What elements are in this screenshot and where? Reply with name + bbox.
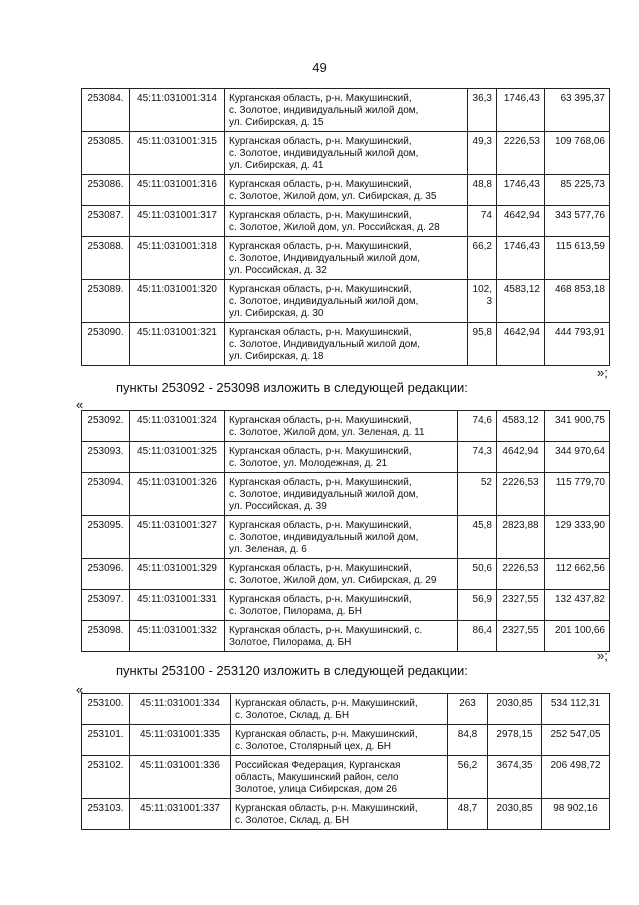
table-row <box>82 725 610 756</box>
area-cell: 45,8 <box>458 516 497 559</box>
address-line: Курганская область, р-н. Макушинский, <box>235 729 418 740</box>
table-row <box>82 694 610 725</box>
address-line: Курганская область, р-н. Макушинский, <box>229 594 412 605</box>
value-cell: 98 902,16 <box>542 799 610 830</box>
table-row <box>82 280 610 323</box>
area-cell: 102, 3 <box>468 280 497 323</box>
area-cell: 74 <box>468 206 497 237</box>
cadastral-number-cell: 45:11:031001:315 <box>130 132 225 175</box>
rate-cell: 1746,43 <box>497 175 545 206</box>
address-line: Курганская область, р-н. Макушинский, <box>235 698 418 709</box>
row-number-cell: 253084. <box>82 89 130 132</box>
area-cell: 86,4 <box>458 621 497 652</box>
address-line: ул. Российская, д. 32 <box>229 265 327 276</box>
table-row <box>82 175 610 206</box>
address-cell <box>225 237 468 280</box>
cadastral-number-cell: 45:11:031001:314 <box>130 89 225 132</box>
cadastral-number-cell: 45:11:031001:334 <box>130 694 231 725</box>
address-line: Курганская область, р-н. Макушинский, <box>229 520 412 531</box>
rate-cell: 1746,43 <box>497 89 545 132</box>
opening-quote-1: « <box>76 397 84 412</box>
row-number-cell: 253095. <box>82 516 130 559</box>
cadastral-number-cell: 45:11:031001:321 <box>130 323 225 366</box>
address-line: Курганская область, р-н. Макушинский, <box>235 803 418 814</box>
area-cell: 52 <box>458 473 497 516</box>
cadastral-number-cell: 45:11:031001:324 <box>130 411 225 442</box>
address-line: Российская Федерация, Курганская <box>235 760 401 771</box>
address-cell <box>225 206 468 237</box>
cadastral-number-cell: 45:11:031001:329 <box>130 559 225 590</box>
address-line: Курганская область, р-н. Макушинский, <box>229 563 412 574</box>
area-cell: 56,9 <box>458 590 497 621</box>
cadastral-number-cell: 45:11:031001:320 <box>130 280 225 323</box>
address-line: ул. Зеленая, д. 6 <box>229 544 307 555</box>
address-cell <box>231 799 448 830</box>
cadastral-number-cell: 45:11:031001:332 <box>130 621 225 652</box>
address-line: Курганская область, р-н. Макушинский, <box>229 446 412 457</box>
cadastral-number-cell: 45:11:031001:326 <box>130 473 225 516</box>
table-row <box>82 621 610 652</box>
address-cell <box>225 323 468 366</box>
row-number-cell: 253085. <box>82 132 130 175</box>
address-cell <box>225 590 458 621</box>
address-cell <box>225 89 468 132</box>
instruction-paragraph-2: пункты 253100 - 253120 изложить в следующей редакции: <box>116 663 468 678</box>
area-cell: 84,8 <box>448 725 488 756</box>
address-line: с. Золотое, Склад, д. БН <box>235 815 350 826</box>
row-number-cell: 253092. <box>82 411 130 442</box>
rate-cell: 2226,53 <box>497 559 545 590</box>
address-cell <box>231 725 448 756</box>
rate-cell: 2978,15 <box>488 725 542 756</box>
table-row <box>82 799 610 830</box>
area-cell: 74,6 <box>458 411 497 442</box>
address-line: Золотое, улица Сибирская, дом 26 <box>235 784 398 795</box>
address-line: с. Золотое, Индивидуальный жилой дом, <box>229 339 421 350</box>
value-cell: 115 613,59 <box>545 237 610 280</box>
table-row <box>82 756 610 799</box>
area-cell: 263 <box>448 694 488 725</box>
row-number-cell: 253098. <box>82 621 130 652</box>
value-cell: 206 498,72 <box>542 756 610 799</box>
table-row <box>82 237 610 280</box>
cadastral-number-cell: 45:11:031001:317 <box>130 206 225 237</box>
address-line: ул. Сибирская, д. 18 <box>229 351 324 362</box>
address-line: Курганская область, р-н. Макушинский, <box>229 327 412 338</box>
table-row <box>82 323 610 366</box>
table-row <box>82 516 610 559</box>
property-table-3 <box>81 693 610 830</box>
address-line: ул. Сибирская, д. 41 <box>229 160 324 171</box>
address-cell <box>225 280 468 323</box>
cadastral-number-cell: 45:11:031001:331 <box>130 590 225 621</box>
address-line: с. Золотое, индивидуальный жилой дом, <box>229 105 419 116</box>
table-row <box>82 559 610 590</box>
rate-cell: 4642,94 <box>497 323 545 366</box>
value-cell: 85 225,73 <box>545 175 610 206</box>
address-line: с. Золотое, индивидуальный жилой дом, <box>229 148 419 159</box>
address-cell <box>225 516 458 559</box>
cadastral-number-cell: 45:11:031001:327 <box>130 516 225 559</box>
address-line: с. Золотое, Жилой дом, ул. Российская, д. 28 <box>229 222 440 233</box>
address-line: область, Макушинский район, село <box>235 772 399 783</box>
address-line: Курганская область, р-н. Макушинский, с. <box>229 625 423 636</box>
cadastral-number-cell: 45:11:031001:316 <box>130 175 225 206</box>
address-line: с. Золотое, индивидуальный жилой дом, <box>229 532 419 543</box>
address-line: Курганская область, р-н. Макушинский, <box>229 93 412 104</box>
row-number-cell: 253101. <box>82 725 130 756</box>
cadastral-number-cell: 45:11:031001:318 <box>130 237 225 280</box>
closing-quote-1: »; <box>597 365 608 380</box>
value-cell: 468 853,18 <box>545 280 610 323</box>
address-cell <box>231 694 448 725</box>
address-cell <box>225 559 458 590</box>
closing-quote-2: »; <box>597 648 608 663</box>
address-line: с. Золотое, индивидуальный жилой дом, <box>229 296 419 307</box>
value-cell: 115 779,70 <box>545 473 610 516</box>
address-line: ул. Сибирская, д. 30 <box>229 308 324 319</box>
address-cell <box>225 621 458 652</box>
address-line: с. Золотое, индивидуальный жилой дом, <box>229 489 419 500</box>
address-line: с. Золотое, Жилой дом, ул. Сибирская, д. 29 <box>229 575 437 586</box>
address-line: Золотое, Пилорама, д. БН <box>229 637 352 648</box>
address-line: с. Золотое, Жилой дом, ул. Сибирская, д. 35 <box>229 191 437 202</box>
address-line: с. Золотое, Столярный цех, д. БН <box>235 741 391 752</box>
address-line: ул. Сибирская, д. 15 <box>229 117 324 128</box>
area-cell: 48,7 <box>448 799 488 830</box>
row-number-cell: 253094. <box>82 473 130 516</box>
address-line: с. Золотое, Склад, д. БН <box>235 710 350 721</box>
address-cell <box>225 411 458 442</box>
rate-cell: 4642,94 <box>497 442 545 473</box>
row-number-cell: 253088. <box>82 237 130 280</box>
row-number-cell: 253100. <box>82 694 130 725</box>
address-line: ул. Российская, д. 39 <box>229 501 327 512</box>
value-cell: 534 112,31 <box>542 694 610 725</box>
area-cell: 49,3 <box>468 132 497 175</box>
cadastral-number-cell: 45:11:031001:337 <box>130 799 231 830</box>
row-number-cell: 253087. <box>82 206 130 237</box>
address-line: с. Золотое, Индивидуальный жилой дом, <box>229 253 421 264</box>
address-line: Курганская область, р-н. Макушинский, <box>229 179 412 190</box>
area-cell: 36,3 <box>468 89 497 132</box>
rate-cell: 1746,43 <box>497 237 545 280</box>
value-cell: 444 793,91 <box>545 323 610 366</box>
address-cell <box>225 175 468 206</box>
area-cell: 66,2 <box>468 237 497 280</box>
opening-quote-2: « <box>76 682 84 697</box>
row-number-cell: 253103. <box>82 799 130 830</box>
rate-cell: 2327,55 <box>497 590 545 621</box>
cadastral-number-cell: 45:11:031001:335 <box>130 725 231 756</box>
instruction-paragraph-1: пункты 253092 - 253098 изложить в следующей редакции: <box>116 380 468 395</box>
table-row <box>82 132 610 175</box>
table-row <box>82 89 610 132</box>
row-number-cell: 253102. <box>82 756 130 799</box>
page-number: 49 <box>312 60 327 75</box>
area-cell: 74,3 <box>458 442 497 473</box>
table-row <box>82 590 610 621</box>
address-cell <box>225 473 458 516</box>
value-cell: 129 333,90 <box>545 516 610 559</box>
property-table-1 <box>81 88 610 366</box>
table-row <box>82 206 610 237</box>
row-number-cell: 253096. <box>82 559 130 590</box>
row-number-cell: 253090. <box>82 323 130 366</box>
row-number-cell: 253089. <box>82 280 130 323</box>
area-cell: 95,8 <box>468 323 497 366</box>
address-line: с. Золотое, Жилой дом, ул. Зеленая, д. 11 <box>229 427 425 438</box>
table-row <box>82 442 610 473</box>
address-cell <box>231 756 448 799</box>
value-cell: 132 437,82 <box>545 590 610 621</box>
rate-cell: 2030,85 <box>488 694 542 725</box>
cadastral-number-cell: 45:11:031001:336 <box>130 756 231 799</box>
property-table-2 <box>81 410 610 652</box>
address-line: Курганская область, р-н. Макушинский, <box>229 477 412 488</box>
value-cell: 109 768,06 <box>545 132 610 175</box>
address-line: Курганская область, р-н. Макушинский, <box>229 136 412 147</box>
value-cell: 252 547,05 <box>542 725 610 756</box>
value-cell: 344 970,64 <box>545 442 610 473</box>
row-number-cell: 253097. <box>82 590 130 621</box>
address-line: Курганская область, р-н. Макушинский, <box>229 241 412 252</box>
area-cell: 50,6 <box>458 559 497 590</box>
rate-cell: 2327,55 <box>497 621 545 652</box>
rate-cell: 2030,85 <box>488 799 542 830</box>
address-cell <box>225 132 468 175</box>
rate-cell: 4583,12 <box>497 411 545 442</box>
rate-cell: 3674,35 <box>488 756 542 799</box>
value-cell: 63 395,37 <box>545 89 610 132</box>
value-cell: 341 900,75 <box>545 411 610 442</box>
address-line: Курганская область, р-н. Макушинский, <box>229 284 412 295</box>
row-number-cell: 253093. <box>82 442 130 473</box>
value-cell: 201 100,66 <box>545 621 610 652</box>
rate-cell: 4583,12 <box>497 280 545 323</box>
address-line: с. Золотое, Пилорама, д. БН <box>229 606 362 617</box>
area-cell: 48,8 <box>468 175 497 206</box>
cadastral-number-cell: 45:11:031001:325 <box>130 442 225 473</box>
address-line: Курганская область, р-н. Макушинский, <box>229 210 412 221</box>
row-number-cell: 253086. <box>82 175 130 206</box>
address-cell <box>225 442 458 473</box>
rate-cell: 2226,53 <box>497 132 545 175</box>
value-cell: 112 662,56 <box>545 559 610 590</box>
rate-cell: 4642,94 <box>497 206 545 237</box>
area-cell: 56,2 <box>448 756 488 799</box>
table-row <box>82 411 610 442</box>
address-line: с. Золотое, ул. Молодежная, д. 21 <box>229 458 388 469</box>
rate-cell: 2823,88 <box>497 516 545 559</box>
value-cell: 343 577,76 <box>545 206 610 237</box>
address-line: Курганская область, р-н. Макушинский, <box>229 415 412 426</box>
rate-cell: 2226,53 <box>497 473 545 516</box>
table-row <box>82 473 610 516</box>
